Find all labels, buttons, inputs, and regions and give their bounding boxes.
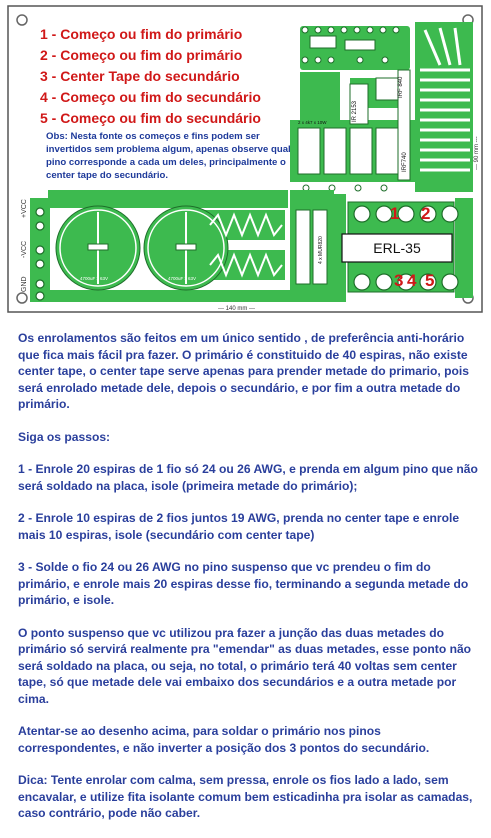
mount-hole (17, 293, 27, 303)
legend-item: 3 - Center Tape do secundário (40, 68, 240, 84)
pin-number: 5 (425, 271, 435, 290)
paragraph-steps-heading: Siga os passos: (18, 429, 111, 444)
legend-item: 4 - Começo ou fim do secundário (40, 89, 261, 105)
paragraph-intro: Os enrolamentos são feitos em um único sentido , de preferência anti-horário que fica mais fácil pra fazer. O primário é constituido de 40 espiras, não existe center tape, o center tape serve apenas para prender metade do primario, pois será enrolado metade dele, depois o secundário, e por fim a outra metade do primário. (18, 331, 469, 411)
pin-number: 3 (394, 271, 404, 290)
label-gnd: GND (21, 276, 28, 292)
paragraph-step-2: 2 - Enrole 10 espiras de 2 fios juntos 19 AWG, prenda no center tape e enrole mais 10 espiras, isole (secundário com center tape) (18, 511, 460, 542)
label-width: --- 140 mm --- (218, 306, 255, 312)
obs-note: Obs: Nesta fonte os começos e fins podem ser invertidos sem problema algum, apenas observe qual pino corresponde a cada um deles, principalmente o center tape do secundário. (46, 131, 291, 181)
paragraph-attention: Atentar-se ao desenho acima, para soldar o primário nos pinos correspondentes, e não inverter a posição dos 3 pontos do secundário. (18, 724, 430, 755)
label-resistors: 2 x 4k7 x 10W (298, 120, 327, 125)
label-height: --- 90 mm --- (474, 136, 480, 170)
label-ic: IR 2153 (352, 100, 358, 122)
paragraph-suspended-point: O ponto suspenso que vc utilizou pra fazer a junção das duas metades do primário só servirá realmente pra "emendar" as duas metades, esse ponto não será soldado na placa, ou seja, no total, o primário terá 40 voltas sem center tape, só que metade dele vai embaixo dos secundários e a outra metade por cima. (18, 625, 472, 706)
legend-item: 1 - Começo ou fim do primário (40, 26, 243, 42)
label-vcc-pos: +VCC (21, 199, 28, 218)
legend-item: 5 - Começo ou fim do secundário (40, 110, 261, 126)
instructions (18, 330, 480, 838)
label-diodes: 4 x MUR820 (318, 236, 324, 264)
label-fet2: IRF 840 (398, 76, 404, 98)
legend-item: 2 - Começo ou fim do primário (40, 47, 243, 63)
paragraph-tip: Dica: Tente enrolar com calma, sem pressa, enrole os fios lado a lado, sem encavalar, e utilize fita isolante comum bem esticadinha pra isolar as camadas, caso contrário, pode não caber. (18, 773, 473, 820)
mount-hole (17, 15, 27, 25)
pcb-diagram (0, 0, 491, 316)
label-cap-right: 4700uF x 63V (168, 276, 197, 281)
pin-number: 1 (390, 204, 400, 223)
label-cap-left: 4700uF x 63V (80, 276, 109, 281)
label-fet: IRF740 (402, 152, 408, 172)
paragraph-step-3: 3 - Solde o fio 24 ou 26 AWG no pino suspenso que vc prendeu o fim do primário, e enrole mais 20 espiras desse fio, terminando a segunda metade do primário, e isole. (18, 560, 469, 607)
pin-number: 2 (421, 204, 431, 223)
label-vcc-neg: -VCC (21, 240, 28, 258)
pin-legend (40, 24, 300, 129)
paragraph-step-1: 1 - Enrole 20 espiras de 1 fio só 24 ou 26 AWG, e prenda em algum pino que não será soldado na placa, isole (primeira metade do primário); (18, 462, 478, 493)
pin-number: 4 (407, 271, 417, 290)
transformer-label: ERL-35 (373, 240, 421, 256)
